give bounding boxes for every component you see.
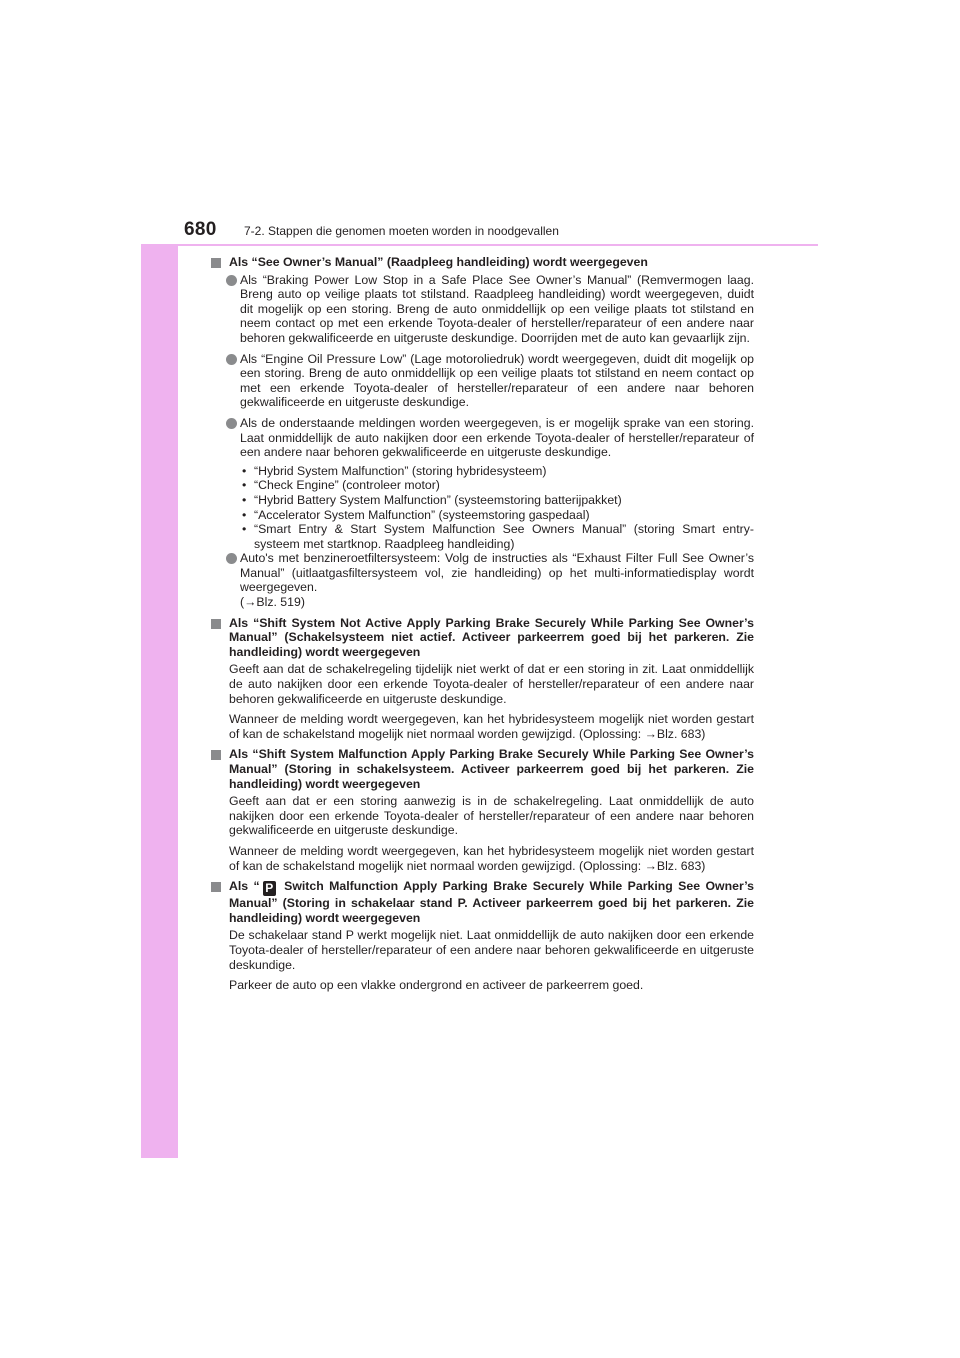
message-item bbox=[240, 478, 754, 493]
parking-p-icon: P bbox=[263, 881, 276, 896]
dot-marker: • bbox=[242, 522, 247, 537]
page-reference: (→Blz. 519) bbox=[240, 595, 305, 610]
page-header bbox=[141, 202, 818, 246]
paragraph: Geeft aan dat er een storing aanwezig is in de schakelregeling. Laat onmiddellijk de auto nakijken door een erkende Toyota-dealer of hersteller/reparateur of een andere naar behoren gekwalificeerde en uitgeruste deskundige. bbox=[229, 794, 754, 838]
list-item-text: Als “Braking Power Low Stop in a Safe Place See Owner’s Manual” (Remvermogen laag. Breng auto op veilige plaats tot stilstand. Raadpleeg handleiding) wordt weergegeven, duidt dit mogelijk op een storing. Breng de auto onmiddellijk op een veilige plaats tot stilstand en neem contact op met een erkende Toyota-dealer of hersteller/reparateur of een andere naar behoren gekwalificeerde en uitgeruste deskundige. Doorrijden met de auto kan gevaarlijk zijn. bbox=[240, 272, 754, 345]
message-item bbox=[240, 493, 754, 508]
message-list bbox=[240, 464, 754, 552]
paragraph: Parkeer de auto op een vlakke ondergrond en activeer de parkeerrem goed. bbox=[229, 978, 644, 993]
dot-marker: • bbox=[242, 492, 247, 507]
paragraph: Wanneer de melding wordt weergegeven, kan het hybridesysteem mogelijk niet worden gestart of kan de schakelstand mogelijk niet normaal worden gewijzigd. (Oplossing: →Blz. 683) bbox=[229, 843, 754, 873]
list-item-text bbox=[229, 551, 754, 609]
section-heading-shift-system-not-active bbox=[211, 616, 754, 660]
square-bullet-icon bbox=[211, 258, 221, 268]
list-item-text: Als de onderstaande meldingen worden weergegeven, is er mogelijk sprake van een storing. Laat onmiddellijk de auto nakijken door een erkende Toyota-dealer of hersteller/reparateur of een andere naar behoren gekwalificeerde en uitgeruste deskundige. bbox=[240, 415, 754, 460]
section-heading-text: Als “Shift System Malfunction Apply Parking Brake Securely While Parking See Owner’s Manual” (Storing in schakelsysteem. Activeer parkeerrem goed bij het parkeren. Zie handleiding) wordt weergegeven bbox=[229, 747, 754, 791]
message-item bbox=[240, 508, 754, 523]
message-text: “Smart Entry & Start System Malfunction See Owners Manual” (storing Smart entry-systeem met startknop. Raadpleeg handleiding) bbox=[254, 522, 754, 551]
list-item-text: Als “Engine Oil Pressure Low” (Lage motoroliedruk) wordt weergegeven, duidt dit mogelijk op een storing. Breng de auto onmiddellijk op een veilige plaats tot stilstand en neem contact op met een erkende Toyota-dealer of hersteller/reparateur of een andere naar behoren gekwalificeerde en uitgeruste deskundige. bbox=[240, 351, 754, 410]
section-heading-shift-system-malfunction bbox=[211, 747, 754, 791]
round-bullet-icon bbox=[226, 275, 237, 286]
list-item-text-body: Auto's met benzineroetfiltersysteem: Volg de instructies als “Exhaust Filter Full See Owner’s Manual” (uitlaatgasfiltersysteem vol, zie handleiding) op het multi-informatiedisplay wordt weergegeven. bbox=[240, 551, 754, 595]
section-heading-text: Switch Malfunction Apply Parking Brake Securely While Parking See Owner’s Manual” (Storing in schakelaar stand P. Activeer parkeerrem goed bij het parkeren. Zie handleiding) wordt weergegeven bbox=[229, 879, 754, 925]
section-heading-text: Als “See Owner’s Manual” (Raadpleeg handleiding) wordt weergegeven bbox=[229, 255, 648, 269]
list-item bbox=[211, 551, 754, 609]
section-heading-p-switch-malfunction bbox=[211, 879, 754, 925]
round-bullet-icon bbox=[226, 418, 237, 429]
square-bullet-icon bbox=[211, 882, 221, 892]
dot-marker: • bbox=[242, 507, 247, 522]
section-heading-text: Als “Shift System Not Active Apply Parking Brake Securely While Parking See Owner’s Manual” (Schakelsysteem niet actief. Activeer parkeerrem goed bij het parkeren. Zie handleiding) wordt weergegeven bbox=[229, 615, 754, 659]
square-bullet-icon bbox=[211, 619, 221, 629]
message-text: “Hybrid Battery System Malfunction” (systeemstoring batterijpakket) bbox=[254, 492, 622, 507]
paragraph: De schakelaar stand P werkt mogelijk niet. Laat onmiddellijk de auto nakijken door een erkende Toyota-dealer of hersteller/reparateur of een andere naar behoren gekwalificeerde en uitgeruste deskundige. bbox=[229, 928, 754, 972]
square-bullet-icon bbox=[211, 750, 221, 760]
dot-marker: • bbox=[242, 478, 247, 493]
round-bullet-icon bbox=[226, 354, 237, 365]
section-heading-prefix: Als “ bbox=[229, 879, 260, 894]
page-number: 680 bbox=[184, 219, 217, 240]
message-text: “Accelerator System Malfunction” (systeemstoring gaspedaal) bbox=[254, 507, 590, 522]
dot-marker: • bbox=[242, 463, 247, 478]
list-item bbox=[211, 352, 754, 410]
message-text: “Hybrid System Malfunction” (storing hybridesysteem) bbox=[254, 463, 547, 478]
paragraph: Wanneer de melding wordt weergegeven, kan het hybridesysteem mogelijk niet worden gestart of kan de schakelstand mogelijk niet normaal worden gewijzigd. (Oplossing: →Blz. 683) bbox=[229, 712, 754, 741]
chapter-title: 7-2. Stappen die genomen moeten worden in noodgevallen bbox=[244, 224, 559, 238]
list-item bbox=[211, 273, 754, 346]
paragraph: Geeft aan dat de schakelregeling tijdelijk niet werkt of dat er een storing in zit. Laat onmiddellijk de auto nakijken door een erkende Toyota-dealer of hersteller/reparateur of een andere naar behoren gekwalificeerde en uitgeruste deskundige. bbox=[229, 662, 754, 706]
message-item bbox=[240, 464, 754, 479]
section-heading-see-owners-manual bbox=[211, 255, 754, 270]
page-content bbox=[211, 255, 754, 999]
header-rule bbox=[178, 244, 818, 246]
message-item bbox=[240, 522, 754, 551]
chapter-color-band bbox=[141, 202, 178, 1158]
message-text: “Check Engine” (controleer motor) bbox=[254, 478, 440, 493]
list-item bbox=[211, 416, 754, 460]
